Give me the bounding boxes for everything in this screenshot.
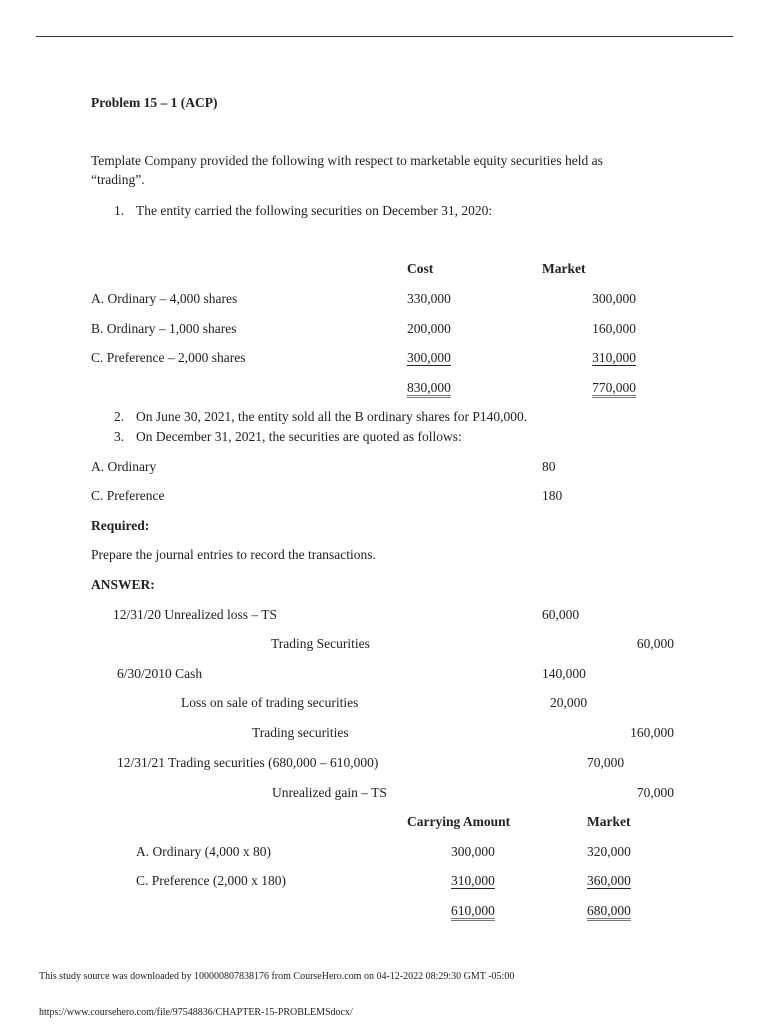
table1-row-cost: 200,000 xyxy=(407,321,451,336)
table2-total-carrying: 610,000 xyxy=(451,903,495,918)
journal-entry-text: Unrealized gain – TS xyxy=(272,785,387,800)
table1-row-market: 310,000 xyxy=(592,350,636,365)
table2-header-carrying: Carrying Amount xyxy=(407,814,511,829)
answer-heading: ANSWER: xyxy=(91,577,155,592)
table1-row-label: C. Preference – 2,000 shares xyxy=(91,350,246,365)
source-url[interactable]: https://www.coursehero.com/file/97548836/CHAPTER-15-PROBLEMSdocx/ xyxy=(39,1007,353,1018)
table2-row-carrying: 300,000 xyxy=(451,844,495,859)
intro-line-2: “trading”. xyxy=(91,172,145,187)
journal-entry-text: Trading Securities xyxy=(271,636,370,651)
table2-row-market: 320,000 xyxy=(587,844,631,859)
journal-entry-text: Trading securities xyxy=(252,725,349,740)
item-2-text: On June 30, 2021, the entity sold all the B ordinary shares for P140,000. xyxy=(136,409,528,424)
intro-line-1: Template Company provided the following with respect to marketable equity securities held as xyxy=(91,153,603,168)
journal-entry-debit: 20,000 xyxy=(550,695,588,710)
journal-entry-credit: 70,000 xyxy=(636,785,674,800)
table2-row-label: C. Preference (2,000 x 180) xyxy=(136,873,286,888)
journal-entry-debit: 140,000 xyxy=(542,666,586,681)
page-title: Problem 15 – 1 (ACP) xyxy=(91,95,218,110)
journal-entry-debit: 70,000 xyxy=(587,755,625,770)
table1-row-market: 160,000 xyxy=(592,321,636,336)
table2-total-market: 680,000 xyxy=(587,903,631,918)
table1-row-label: B. Ordinary – 1,000 shares xyxy=(91,321,237,336)
journal-entry-credit: 160,000 xyxy=(630,725,674,740)
table1-header-market: Market xyxy=(542,261,586,276)
table1-row-market: 300,000 xyxy=(592,291,636,306)
quote-value: 80 xyxy=(542,459,556,474)
table2-row-label: A. Ordinary (4,000 x 80) xyxy=(136,844,271,859)
quote-label: C. Preference xyxy=(91,488,165,503)
top-rule xyxy=(36,36,733,37)
journal-entry-text: Loss on sale of trading securities xyxy=(181,695,359,710)
table2-row-carrying: 310,000 xyxy=(451,873,495,888)
item-3-number: 3. xyxy=(114,429,125,444)
table1-total-cost: 830,000 xyxy=(407,380,451,395)
table1-row-cost: 300,000 xyxy=(407,350,451,365)
required-text: Prepare the journal entries to record the transactions. xyxy=(91,547,376,562)
item-2-number: 2. xyxy=(114,409,125,424)
table2-header-market: Market xyxy=(587,814,631,829)
table1-total-market: 770,000 xyxy=(592,380,636,395)
table1-row-label: A. Ordinary – 4,000 shares xyxy=(91,291,238,306)
journal-entry-credit: 60,000 xyxy=(636,636,674,651)
item-1-number: 1. xyxy=(114,203,125,218)
quote-value: 180 xyxy=(542,488,563,503)
journal-entry-text: 6/30/2010 Cash xyxy=(117,666,203,681)
item-3-text: On December 31, 2021, the securities are quoted as follows: xyxy=(136,429,462,444)
table2-row-market: 360,000 xyxy=(587,873,631,888)
download-notice: This study source was downloaded by 100000807838176 from CourseHero.com on 04-12-2022 08:29:30 GMT -05:00 xyxy=(39,971,515,982)
item-1-text: The entity carried the following securities on December 31, 2020: xyxy=(136,203,493,218)
journal-entry-text: 12/31/20 Unrealized loss – TS xyxy=(113,607,277,622)
quote-label: A. Ordinary xyxy=(91,459,157,474)
required-heading: Required: xyxy=(91,518,150,533)
journal-entry-debit: 60,000 xyxy=(542,607,580,622)
table1-header-cost: Cost xyxy=(407,261,434,276)
journal-entry-text: 12/31/21 Trading securities (680,000 – 610,000) xyxy=(117,755,379,770)
table1-row-cost: 330,000 xyxy=(407,291,451,306)
